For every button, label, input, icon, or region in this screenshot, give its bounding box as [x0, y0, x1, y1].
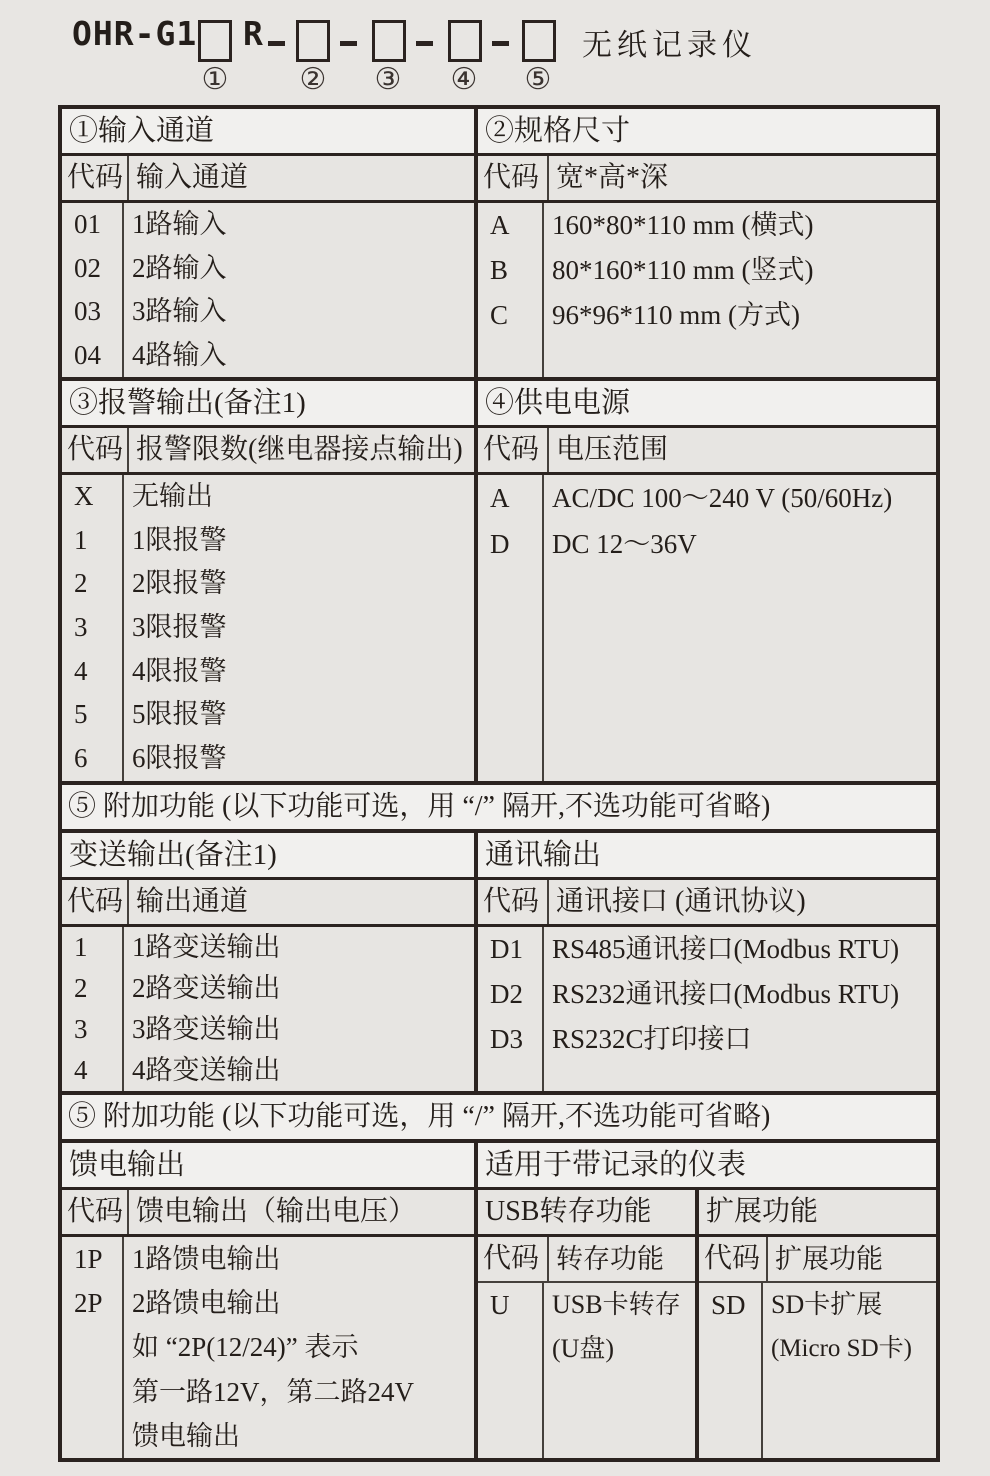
desc-column — [124, 927, 474, 1091]
code-cell: 6 — [74, 743, 88, 774]
desc-cell: 80*160*110 mm (竖式) — [552, 255, 814, 285]
code-column — [699, 1283, 761, 1458]
dash-icon — [492, 41, 509, 46]
desc-cell: 第一路12V，第二路24V — [132, 1376, 414, 1407]
desc-cell: 4路变送输出 — [132, 1055, 281, 1085]
desc-cell: 2限报警 — [132, 568, 227, 599]
code-cell: C — [490, 300, 509, 330]
desc-cell: 1路变送输出 — [132, 932, 281, 962]
code-cell: SD — [711, 1290, 746, 1320]
code-cell: D — [490, 529, 510, 559]
table-body — [699, 1283, 936, 1458]
section-transmit-output — [62, 833, 474, 1091]
desc-column — [544, 475, 936, 781]
code-cell: 2P — [74, 1288, 103, 1319]
code-cell: 04 — [74, 339, 101, 370]
code-cell: 4 — [74, 1055, 88, 1085]
code-column-header: 代码 — [67, 434, 124, 465]
code-cell: D3 — [490, 1024, 523, 1054]
code-cell — [62, 1325, 122, 1369]
code-cell: 02 — [74, 252, 101, 283]
desc-cell: 3路变送输出 — [132, 1014, 281, 1044]
code-column-header: 代码 — [483, 886, 540, 917]
position-marker-4: ④ — [450, 62, 478, 97]
code-column-header: 代码 — [704, 1243, 761, 1274]
code-column — [478, 927, 542, 1091]
code-cell: 01 — [74, 209, 101, 239]
dash-icon — [416, 41, 433, 46]
function-header: USB转存功能 — [478, 1190, 695, 1234]
order-code-box-5 — [522, 20, 556, 62]
section-title: 馈电输出 — [62, 1143, 474, 1187]
code-column — [62, 1237, 122, 1458]
desc-cell: 3路输入 — [132, 296, 227, 326]
code-column — [62, 475, 122, 781]
desc-cell: AC/DC 100～240 V (50/60Hz) — [552, 483, 893, 513]
product-name: 无纸记录仪 — [582, 29, 757, 62]
code-column — [478, 475, 542, 781]
desc-column — [124, 475, 474, 781]
code-cell: B — [490, 255, 509, 285]
position-marker-5: ⑤ — [524, 62, 552, 97]
desc-cell: 1路馈电输出 — [132, 1244, 281, 1274]
column-header-row — [62, 428, 474, 472]
table-body — [478, 927, 936, 1091]
function-header: 扩展功能 — [699, 1190, 936, 1234]
code-column-header: 代码 — [483, 434, 540, 465]
desc-cell: 1限报警 — [132, 524, 227, 555]
sd-sub-table — [699, 1190, 936, 1458]
code-column-header: 代码 — [67, 886, 124, 917]
desc-column-header: 馈电输出（输出电压） — [136, 1196, 417, 1227]
code-column-header: 代码 — [483, 1243, 540, 1274]
desc-cell: 6限报警 — [132, 743, 227, 774]
table-body — [478, 475, 936, 781]
order-code-box-2 — [296, 20, 330, 62]
section-recording-instruments — [478, 1143, 936, 1458]
additional-functions-banner: ⑤ 附加功能 (以下功能可选，用 “/” 隔开,不选功能可省略) — [62, 1095, 936, 1139]
order-code-box-3 — [372, 20, 406, 62]
table-body — [62, 1237, 474, 1458]
desc-cell: SD卡扩展 — [771, 1290, 883, 1319]
desc-column-header: 报警限数(继电器接点输出) — [136, 434, 463, 465]
row-block-transmit-comm — [62, 833, 936, 1091]
section-title: ①输入通道 — [62, 109, 474, 153]
column-header-row — [478, 1237, 695, 1281]
desc-cell: 如 “2P(12/24)” 表示 — [132, 1332, 359, 1363]
code-cell: 1P — [74, 1244, 103, 1274]
row-block-input-size — [62, 109, 936, 377]
desc-cell: (Micro SD卡) — [771, 1335, 912, 1362]
section-title: ②规格尺寸 — [478, 109, 936, 153]
desc-column — [124, 203, 474, 377]
desc-cell: 160*80*110 mm (横式) — [552, 210, 814, 240]
code-cell: 3 — [74, 612, 88, 643]
desc-cell: RS485通讯接口(Modbus RTU) — [552, 934, 900, 964]
desc-column-header: 通讯接口 (通讯协议) — [556, 886, 806, 917]
desc-cell: 2路变送输出 — [132, 973, 281, 1003]
code-cell — [62, 1414, 122, 1458]
desc-cell: 2路馈电输出 — [132, 1288, 281, 1319]
table-body — [478, 203, 936, 377]
desc-column — [124, 1237, 474, 1458]
desc-column-header: 输出通道 — [136, 886, 249, 917]
code-column — [62, 203, 122, 377]
row-block-alarm-power — [62, 381, 936, 781]
section-title: 适用于带记录的仪表 — [478, 1143, 936, 1187]
section-alarm-output — [62, 381, 474, 781]
table-body — [62, 475, 474, 781]
code-column — [62, 927, 122, 1091]
model-prefix: OHR-G1 — [72, 14, 198, 53]
column-header-row — [62, 1190, 474, 1234]
desc-cell: (U盘) — [552, 1334, 615, 1363]
desc-cell: 96*96*110 mm (方式) — [552, 300, 800, 330]
code-column — [478, 203, 542, 377]
table-body — [62, 927, 474, 1091]
section-title: 通讯输出 — [478, 833, 936, 877]
column-header-row — [699, 1237, 936, 1281]
table-body — [478, 1283, 695, 1458]
order-code-box-4 — [448, 20, 482, 62]
position-marker-3: ③ — [374, 62, 402, 97]
code-cell: 2 — [74, 973, 88, 1003]
code-column-header: 代码 — [483, 162, 540, 193]
code-cell: A — [490, 483, 510, 513]
column-header-row — [478, 428, 936, 472]
code-column — [478, 1283, 542, 1458]
section-feed-output — [62, 1143, 474, 1458]
code-column-header: 代码 — [67, 162, 124, 193]
dash-icon — [340, 41, 357, 46]
desc-cell: DC 12～36V — [552, 529, 697, 559]
order-code-box-1 — [198, 20, 232, 62]
position-marker-2: ② — [299, 62, 327, 97]
code-cell: A — [490, 210, 510, 240]
desc-cell: 2路输入 — [132, 252, 227, 283]
desc-column — [544, 927, 936, 1091]
desc-cell: 3限报警 — [132, 612, 227, 643]
desc-column — [763, 1283, 936, 1458]
column-header-row — [62, 156, 474, 200]
desc-cell: 无输出 — [132, 481, 213, 511]
desc-cell: RS232C打印接口 — [552, 1024, 752, 1054]
section-comm-output — [478, 833, 936, 1091]
code-cell — [62, 1370, 122, 1414]
code-cell: 3 — [74, 1014, 88, 1044]
sub-tables-row — [478, 1190, 936, 1458]
code-cell: U — [490, 1290, 510, 1320]
row-block-feed-record — [62, 1143, 936, 1458]
column-header-row — [478, 880, 936, 924]
desc-column — [544, 1283, 695, 1458]
code-cell: 2 — [74, 568, 88, 599]
desc-cell: USB卡转存 — [552, 1290, 681, 1319]
section-title: ③报警输出(备注1) — [62, 381, 474, 425]
desc-cell: 4路输入 — [132, 339, 227, 370]
desc-cell: 馈电输出 — [132, 1420, 240, 1451]
code-cell: 4 — [74, 655, 88, 686]
column-header-row — [478, 156, 936, 200]
desc-column-header: 宽*高*深 — [556, 162, 669, 193]
code-column-header: 代码 — [67, 1196, 124, 1227]
code-cell: 1 — [74, 932, 88, 962]
desc-column-header: 输入通道 — [136, 162, 249, 193]
desc-cell: 5限报警 — [132, 699, 227, 730]
desc-cell: 1路输入 — [132, 209, 227, 239]
desc-column-header: 转存功能 — [556, 1244, 664, 1274]
section-title: 变送输出(备注1) — [62, 833, 474, 877]
section-power-supply — [478, 381, 936, 781]
table-body — [62, 203, 474, 377]
column-header-row — [62, 880, 474, 924]
section-title: ④供电电源 — [478, 381, 936, 425]
code-cell: 03 — [74, 296, 101, 326]
model-r-label: R — [243, 14, 263, 53]
position-marker-1: ① — [201, 62, 229, 97]
usb-sub-table — [478, 1190, 695, 1458]
code-cell: 1 — [74, 524, 88, 555]
section-dimensions — [478, 109, 936, 377]
section-input-channels — [62, 109, 474, 377]
desc-column-header: 扩展功能 — [775, 1244, 883, 1274]
dash-icon — [268, 41, 285, 46]
desc-cell: RS232通讯接口(Modbus RTU) — [552, 979, 900, 1009]
additional-functions-banner: ⑤ 附加功能 (以下功能可选，用 “/” 隔开,不选功能可省略) — [62, 785, 936, 829]
code-cell: X — [74, 481, 94, 511]
code-cell: D2 — [490, 979, 523, 1009]
code-cell: 5 — [74, 699, 88, 730]
code-cell: D1 — [490, 934, 523, 964]
desc-cell: 4限报警 — [132, 655, 227, 686]
desc-column-header: 电压范围 — [556, 434, 669, 465]
ordering-code-table — [58, 105, 940, 1462]
desc-column — [544, 203, 936, 377]
